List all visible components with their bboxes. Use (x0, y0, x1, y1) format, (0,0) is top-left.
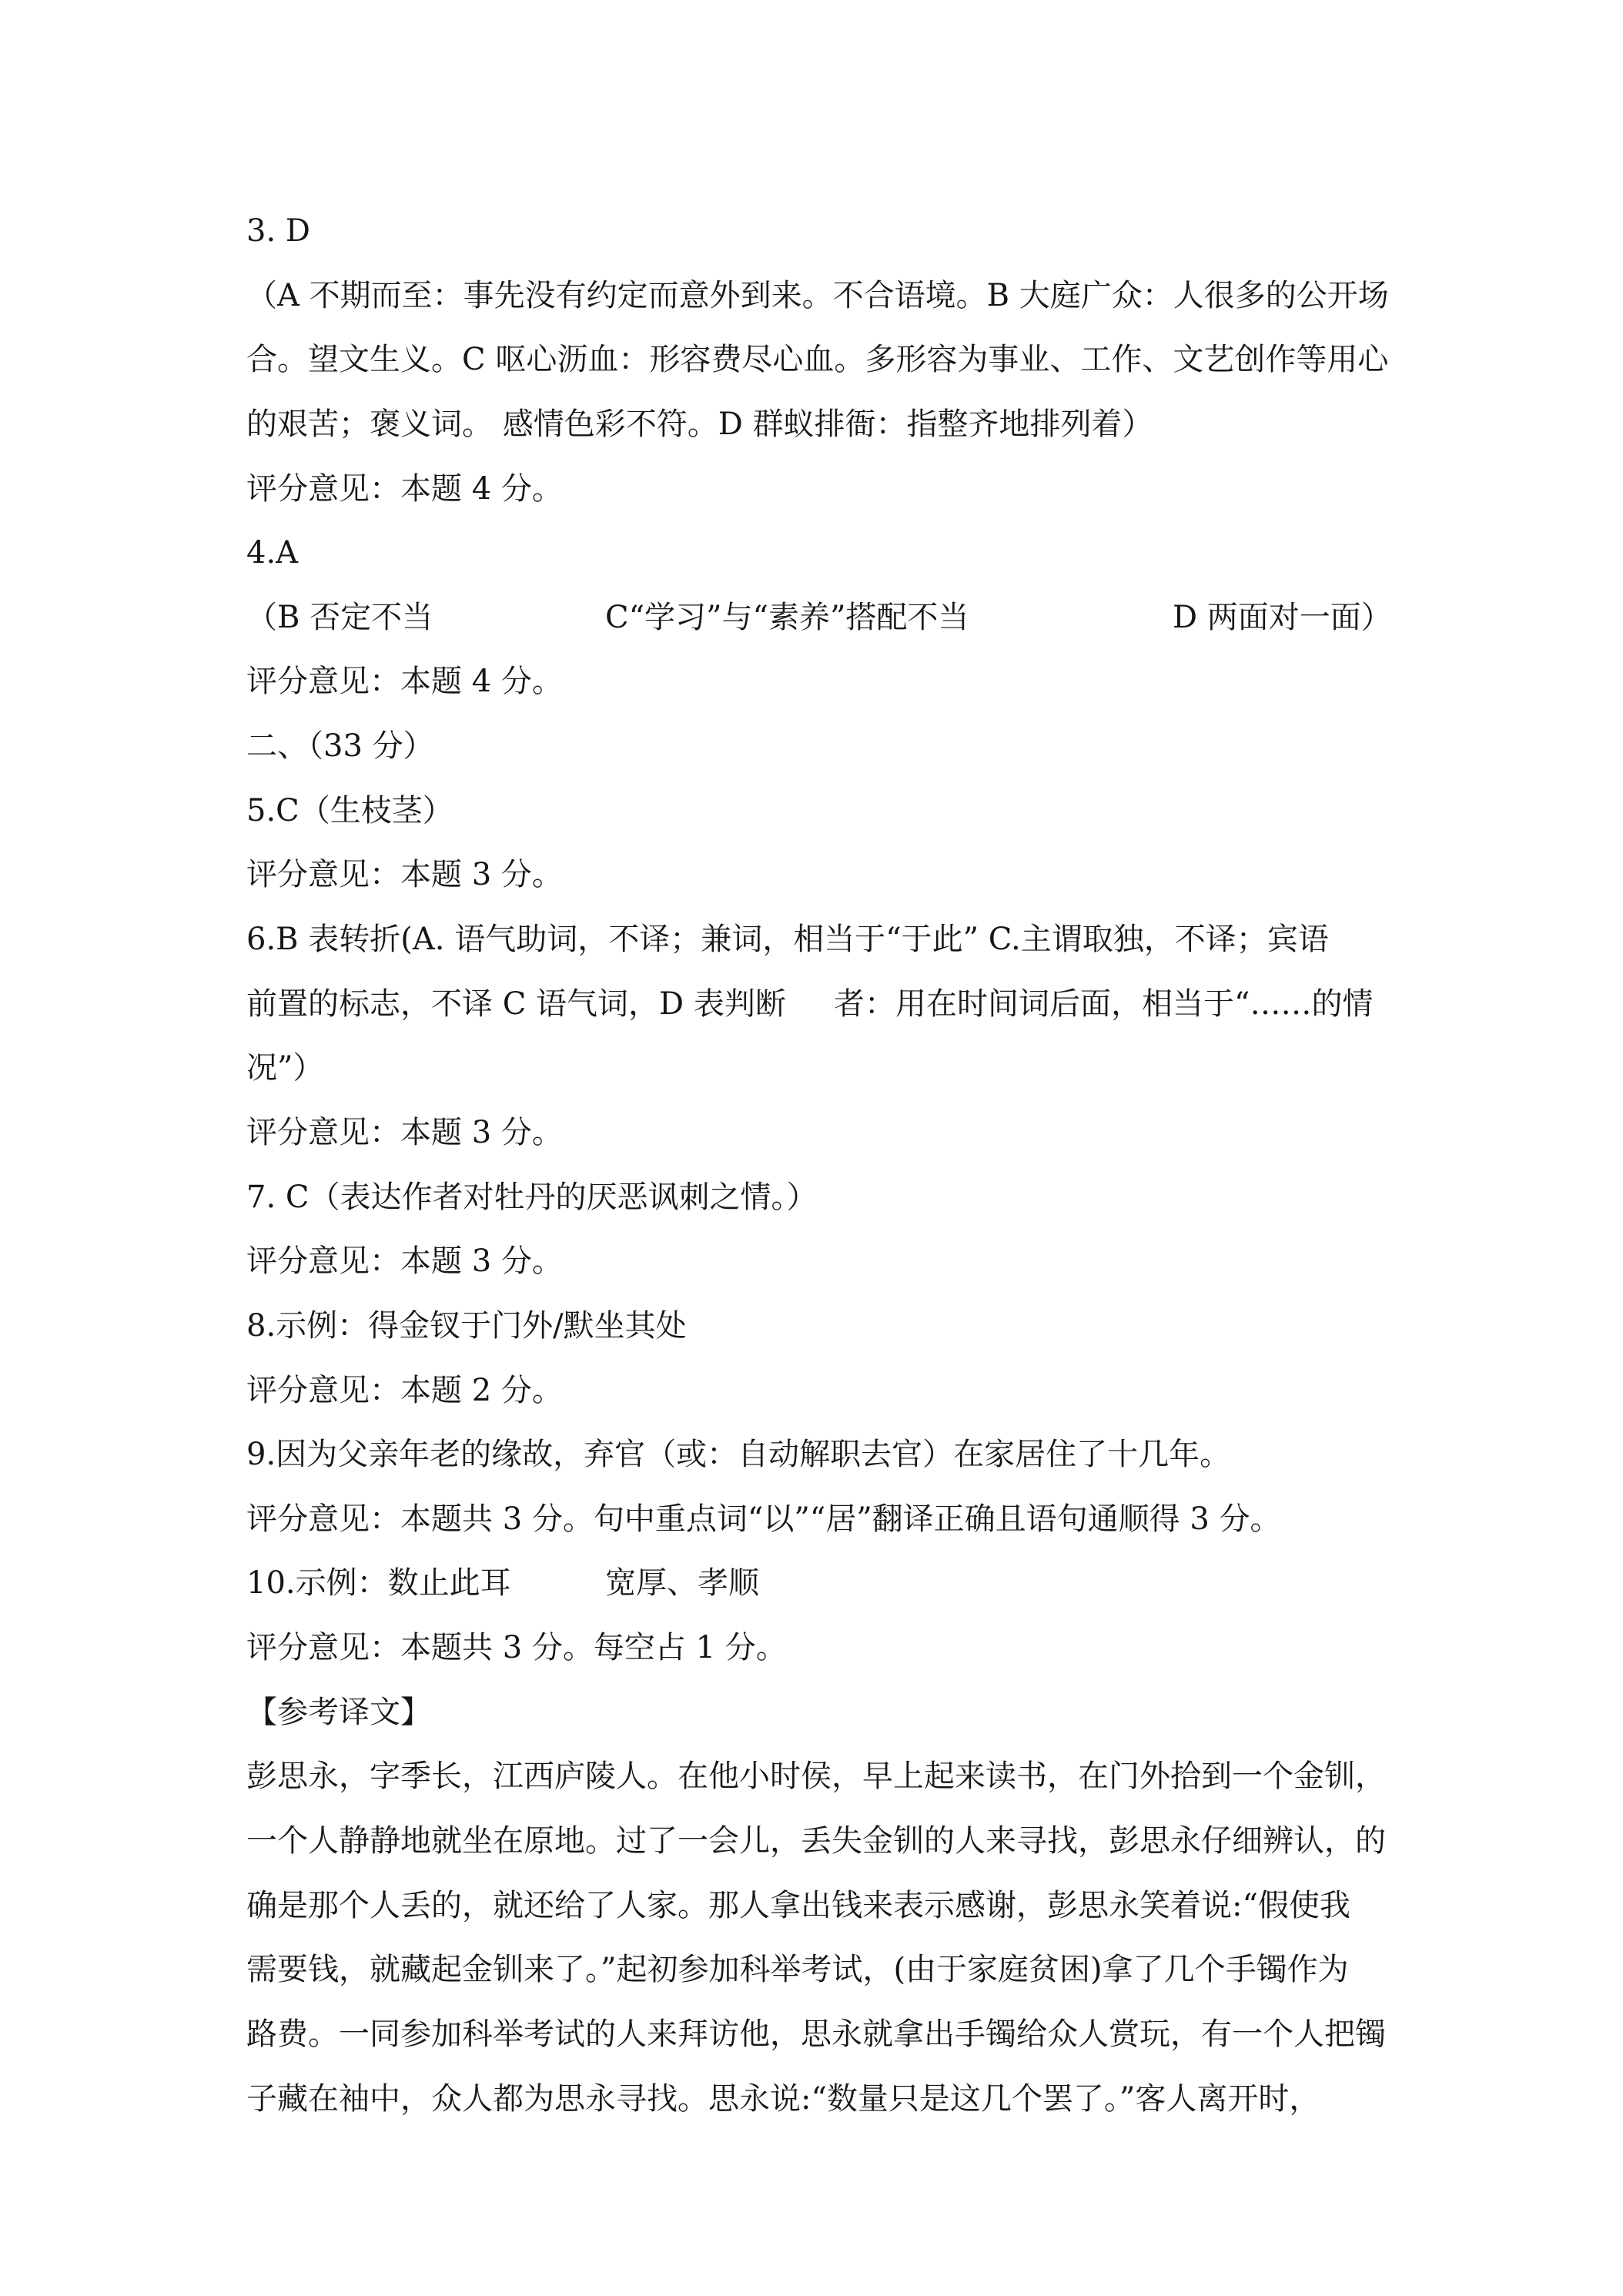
scoring-note: 评分意见：本题共 3 分。句中重点词“以”“居”翻译正确且语句通顺得 3 分。 (246, 1501, 1281, 1537)
translation-paragraph-line: 路费。一同参加科举考试的人来拜访他，思永就拿出手镯给众人赏玩，有一个人把镯 (246, 2016, 1386, 2052)
scoring-note: 评分意见：本题 4 分。 (246, 470, 563, 507)
translation-paragraph-line: 需要钱，就藏起金钏来了。”起初参加科举考试，(由于家庭贫困)拿了几个手镯作为 (246, 1952, 1349, 1988)
answer-segment: 宽厚、孝顺 (605, 1565, 759, 1602)
scoring-note: 评分意见：本题共 3 分。每空占 1 分。 (246, 1630, 787, 1666)
scoring-note: 评分意见：本题 3 分。 (246, 857, 563, 893)
answer-line: 9.因为父亲年老的缘故，弃官（或：自动解职去官）在家居住了十几年。 (246, 1437, 1231, 1473)
answer-line (246, 1551, 1401, 1616)
answer-line: 8.示例：得金钗于门外/默坐其处 (246, 1307, 687, 1344)
translation-paragraph-line: 确是那个人丢的，就还给了人家。那人拿出钱来表示感谢，彭思永笑着说:“假使我 (246, 1887, 1350, 1923)
answer-explanation-line: 况”） (246, 1050, 324, 1086)
translation-paragraph-line: 子藏在袖中，众人都为思永寻找。思永说:“数量只是这几个罢了。”客人离开时， (246, 2080, 1320, 2117)
answer-explanation-line (246, 586, 1401, 651)
scoring-note: 评分意见：本题 3 分。 (246, 1243, 563, 1280)
answer-line: 7. C（表达作者对牡丹的厌恶讽刺之情。） (246, 1179, 818, 1215)
answer-line: 5.C（生枝茎） (246, 792, 453, 828)
translation-paragraph-line: 一个人静静地就坐在原地。过了一会儿，丢失金钏的人来寻找，彭思永仔细辨认，的 (246, 1823, 1386, 1859)
explanation-segment: 者：用在时间词后面，相当于“……的情 (834, 986, 1374, 1022)
explanation-segment: 前置的标志，不译 C 语气词，D 表判断 (246, 986, 786, 1022)
scoring-note: 评分意见：本题 3 分。 (246, 1114, 563, 1150)
answer-explanation-line: 的艰苦；褒义词。 感情色彩不符。D 群蚁排衙：指整齐地排列着） (246, 406, 1153, 442)
translation-heading: 【参考译文】 (246, 1694, 431, 1730)
scoring-note: 评分意见：本题 4 分。 (246, 664, 563, 700)
translation-paragraph-line: 彭思永，字季长，江西庐陵人。在他小时侯，早上起来读书，在门外拾到一个金钏， (246, 1759, 1386, 1795)
answer-line: 6.B 表转折(A. 语气助词，不译；兼词，相当于“于此” C.主谓取独，不译；宾语 (246, 922, 1329, 958)
document-page (246, 199, 1401, 2131)
explanation-segment: C“学习”与“素养”搭配不当 (605, 599, 969, 635)
answer-explanation-line (246, 972, 1401, 1037)
answer-line: 3. D (246, 213, 310, 249)
answer-segment: 10.示例：数止此耳 (246, 1565, 511, 1602)
explanation-segment: （B 否定不当 (246, 599, 433, 635)
scoring-note: 评分意见：本题 2 分。 (246, 1372, 563, 1408)
section-heading: 二、（33 分） (246, 728, 434, 765)
answer-explanation-line: 合。望文生义。C 呕心沥血：形容费尽心血。多形容为事业、工作、文艺创作等用心 (246, 342, 1389, 378)
explanation-segment: D 两面对一面） (1173, 599, 1392, 635)
answer-line: 4.A (246, 535, 299, 571)
answer-explanation-line: （A 不期而至：事先没有约定而意外到来。不合语境。B 大庭广众：人很多的公开场 (246, 277, 1389, 313)
